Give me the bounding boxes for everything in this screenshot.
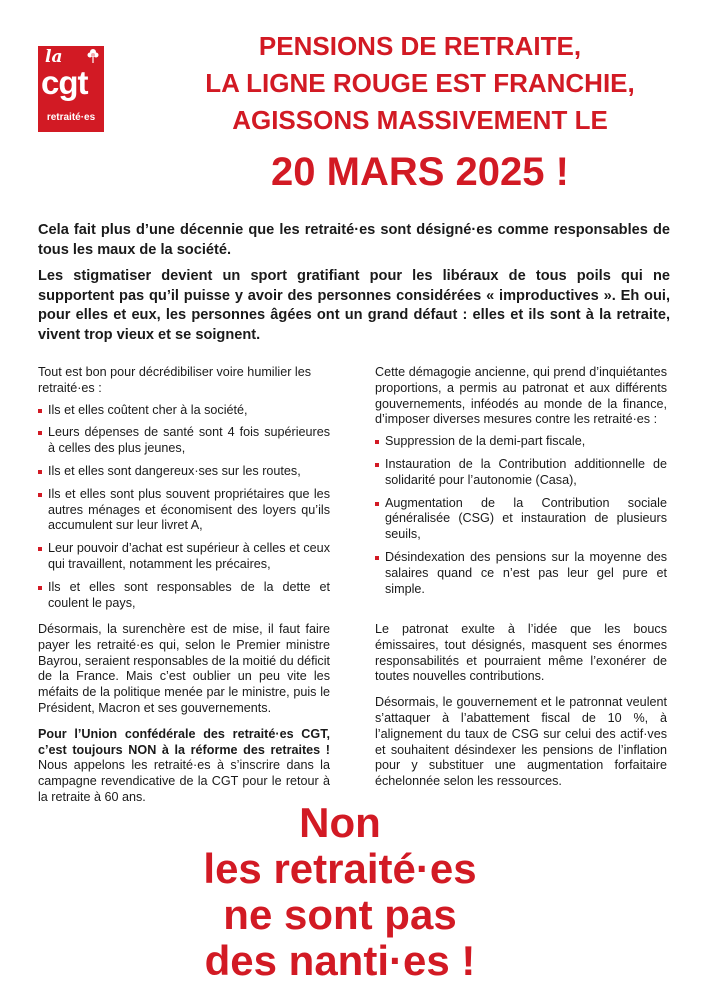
title-line-1: PENSIONS DE RETRAITE,	[258, 31, 582, 61]
intro-paragraph-2: Les stigmatiser devient un sport gratifiant pour les libéraux de tous poils qui ne supportent pas qu’il puisse y avoir des personnes considérées « improductives ». Eh oui, pour elles et eux, les personnes âgées ont un grand défaut : elles et ils sont à la retraite, vivent trop vieux et se soignent.	[38, 268, 670, 343]
slogan-line-4: des nanti·es !	[204, 937, 476, 984]
logo-la: la	[45, 47, 63, 67]
logo-subtitle: retraité·es	[46, 112, 96, 123]
flower-icon	[85, 47, 101, 63]
cgt-retraites-logo	[38, 46, 104, 132]
list-item: Leurs dépenses de santé sont 4 fois supérieures à celles des plus jeunes,	[38, 425, 330, 457]
left-column-top	[38, 365, 330, 618]
right-bottom-paragraph-2: Désormais, le gouvernement et le patronnat veulent s’attaquer à l’abattement fiscal de 10 %, à l’alignement du taux de CSG sur celui des actif·ves et souhaitent désindexer les pensions de l’inflation pour y substituer une augmentation forfaitaire échelonnée selon les ressources.	[375, 695, 667, 789]
list-item: Ils et elles sont responsables de la dette et coulent le pays,	[38, 580, 330, 612]
right-lead: Cette démagogie ancienne, qui prend d’inquiétantes proportions, a permis au patronat et aux différents gouvernements, inféodés au monde de la finance, d’imposer diverses mesures contre les retraité·es :	[375, 365, 667, 427]
left-bottom-paragraph-1: Désormais, la surenchère est de mise, il faut faire payer les retraité·es qui, selon le Premier ministre Bayrou, seraient responsables de la moitié du déficit de la France. Mais c’est oublier un peu vite les méfaits de la politique menée par le ministre, puis le Président, Macron et ses gouvernements.	[38, 622, 330, 715]
title-line-2: LA LIGNE ROUGE EST FRANCHIE,	[205, 68, 635, 98]
left-bottom-paragraph-2: Nous appelons les retraité·es à s’inscrire dans la campagne revendicative de la CGT pour le retour à la retraite à 60 ans.	[38, 758, 330, 804]
left-column-bottom	[38, 622, 330, 806]
right-bullet-list	[375, 434, 667, 597]
intro-paragraph-1: Cela fait plus d’une décennie que les retraité·es sont désigné·es comme responsables de tous les maux de la société.	[38, 222, 670, 258]
right-column-bottom	[375, 622, 667, 790]
page-title	[140, 28, 700, 197]
list-item: Leur pouvoir d’achat est supérieur à celles et ceux qui travaillent, notamment les précaires,	[38, 541, 330, 573]
logo-cgt: cgt	[41, 64, 88, 101]
right-column-top	[375, 365, 667, 604]
list-item: Ils et elles sont dangereux·ses sur les routes,	[38, 464, 330, 480]
slogan-line-1: Non	[299, 799, 381, 846]
list-item: Augmentation de la Contribution sociale généralisée (CSG) et instauration de plusieurs seuils,	[375, 496, 667, 543]
list-item: Suppression de la demi-part fiscale,	[375, 434, 667, 450]
list-item: Ils et elles sont plus souvent propriétaires que les autres ménages et économisent des loyers qu’ils accumulent sur leur livret A,	[38, 487, 330, 534]
list-item: Ils et elles coûtent cher à la société,	[38, 403, 330, 419]
left-bullet-list	[38, 403, 330, 612]
slogan-line-2: les retraité·es	[203, 845, 477, 892]
right-bottom-paragraph-1: Le patronat exulte à l’idée que les boucs émissaires, tout désignés, masquent ses énormes responsabilités et pourraient même l’exonérer de toutes nouvelles contributions.	[375, 622, 667, 684]
title-date: 20 MARS 2025 !	[271, 150, 569, 194]
list-item: Désindexation des pensions sur la moyenne des salaires quand ce n’est pas leur gel pure et simple.	[375, 550, 667, 597]
list-item: Instauration de la Contribution additionnelle de solidarité pour l’autonomie (Casa),	[375, 457, 667, 489]
left-bottom-bold-statement: Pour l’Union confédérale des retraité·es CGT, c’est toujours NON à la réforme des retraites !	[38, 726, 330, 757]
slogan	[130, 800, 550, 984]
left-lead: Tout est bon pour décrédibiliser voire humilier les retraité·es :	[38, 365, 311, 395]
title-line-3: AGISSONS MASSIVEMENT LE	[232, 105, 608, 135]
slogan-line-3: ne sont pas	[223, 891, 457, 938]
